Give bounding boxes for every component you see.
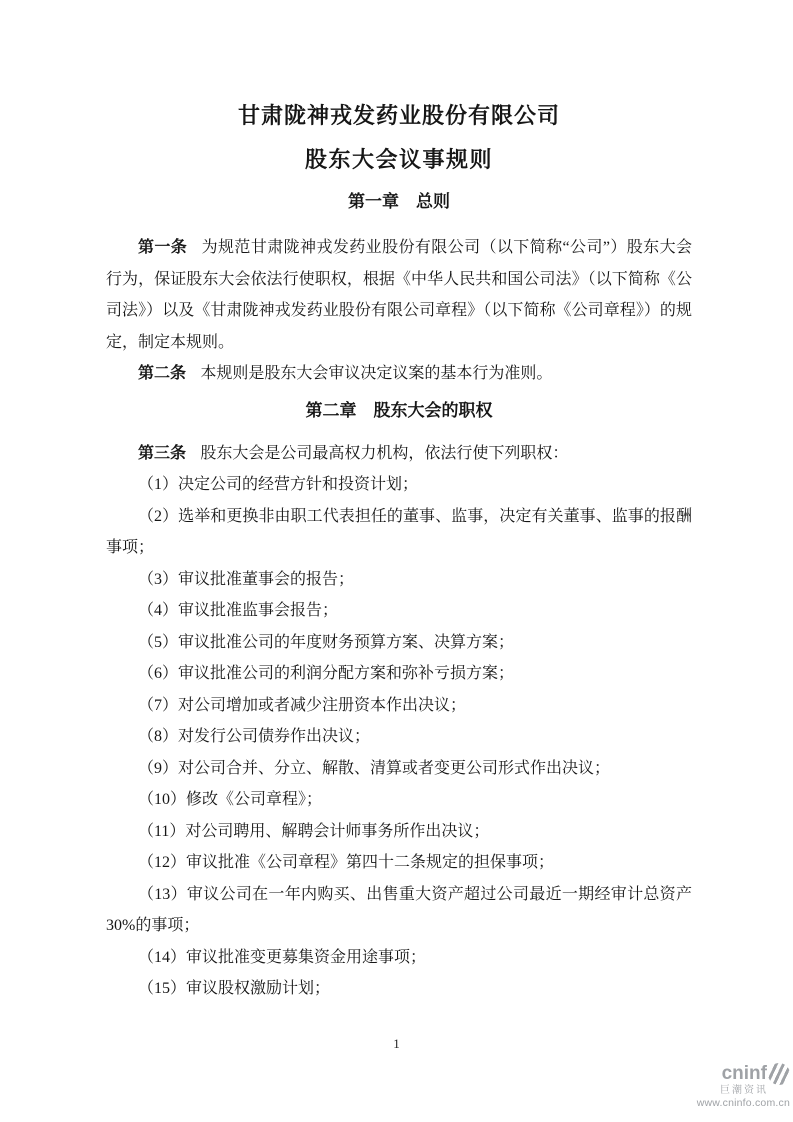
cninfo-chinese-name: 巨潮资讯 — [720, 1085, 768, 1096]
power-item-14: （14）审议批准变更募集资金用途事项； — [138, 948, 427, 966]
cninfo-watermark — [694, 1063, 790, 1110]
cninfo-logo-row — [694, 1063, 790, 1085]
article-2-text: 本规则是股东大会审议决定议案的基本行为准则。 — [200, 365, 553, 382]
article-1-label: 第一条 — [138, 239, 188, 256]
power-item-8: （8）对发行公司债券作出决议； — [138, 728, 371, 745]
power-item-1: （1）决定公司的经营方针和投资计划； — [138, 476, 419, 493]
power-item-10: （10）修改《公司章程》； — [138, 791, 323, 808]
power-item-6: （6）审议批准公司的利润分配方案和弥补亏损方案； — [138, 665, 515, 682]
page-number: 1 — [393, 1036, 400, 1051]
cninfo-globe-icon — [768, 1063, 790, 1085]
chapter-2-heading: 第二章 股东大会的职权 — [305, 400, 493, 420]
power-item-3: （3）审议批准董事会的报告； — [138, 570, 355, 588]
article-3 — [106, 438, 692, 470]
article-3-label: 第三条 — [138, 444, 187, 462]
article-1 — [106, 232, 692, 358]
power-item-2: （2）选举和更换非由职工代表担任的董事、监事，决定有关董事、监事的报酬事项； — [106, 507, 692, 556]
document-title: 甘肃陇神戎发药业股份有限公司 — [237, 103, 560, 128]
power-item-13: （13）审议公司在一年内购买、出售重大资产超过公司最近一期经审计总资产 30%的事项； — [106, 885, 692, 934]
power-item-12: （12）审议批准《公司章程》第四十二条规定的担保事项； — [138, 854, 555, 871]
power-item-15: （15）审议股权激励计划； — [138, 980, 331, 997]
article-2 — [106, 358, 692, 390]
cninfo-logo-text: cninf — [721, 1063, 767, 1084]
power-item-7: （7）对公司增加或者减少注册资本作出决议； — [138, 696, 467, 714]
article-1-text: 为规范甘肃陇神戎发药业股份有限公司（以下简称“公司”）股东大会行为，保证股东大会依法行使职权，根据《中华人民共和国公司法》（以下简称《公司法》）以及《甘肃陇神戎发药业股份有限公司章程》（以下简称《公司章程》）的规定，制定本规则。 — [106, 239, 692, 351]
power-item-5: （5）审议批准公司的年度财务预算方案、决算方案； — [138, 633, 515, 651]
cninfo-url: www.cninfo.com.cn — [696, 1097, 790, 1109]
article-2-label: 第二条 — [138, 365, 187, 382]
document-subtitle: 股东大会议事规则 — [304, 147, 493, 172]
chapter-1-heading: 第一章 总则 — [348, 192, 450, 211]
article-3-text: 股东大会是公司最高权力机构，依法行使下列职权： — [200, 444, 569, 462]
power-item-9: （9）对公司合并、分立、解散、清算或者变更公司形式作出决议； — [138, 759, 611, 777]
power-item-11: （11）对公司聘用、解聘会计师事务所作出决议； — [138, 822, 490, 840]
document-body — [106, 0, 692, 1005]
power-item-4: （4）审议批准监事会报告； — [138, 602, 339, 619]
